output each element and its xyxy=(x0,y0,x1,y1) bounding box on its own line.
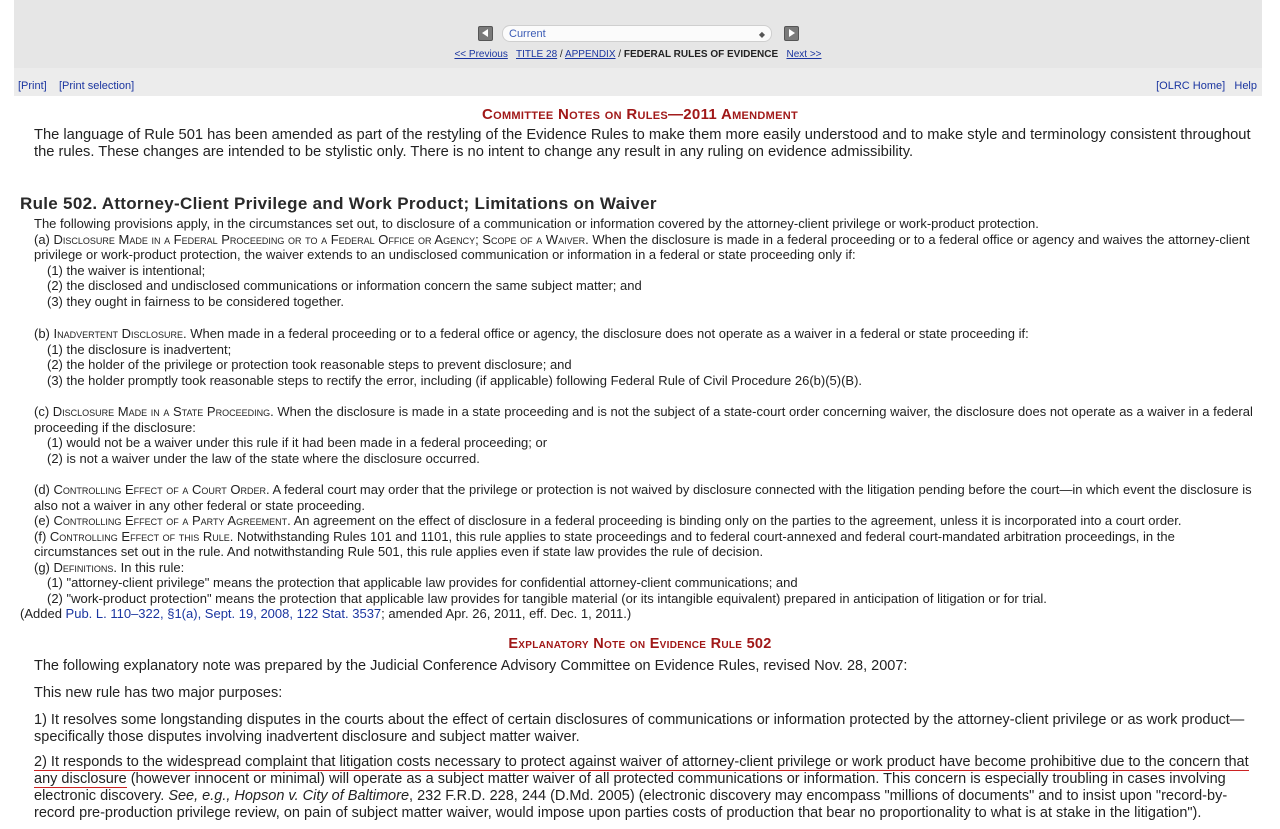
explanatory-paragraph-4 xyxy=(20,754,1260,822)
subsection-d-heading: Controlling Effect of a Court Order. xyxy=(53,482,270,497)
breadcrumb-separator: / xyxy=(618,49,622,60)
committee-note-text xyxy=(20,127,1260,161)
toolbar-left xyxy=(18,80,134,92)
subsection-d-label: (d) xyxy=(34,482,54,497)
breadcrumb-appendix-link[interactable]: APPENDIX xyxy=(564,49,616,60)
subsection-g1: (1) "attorney-client privilege" means the protection that applicable law provides for confidential attorney-client communications; and xyxy=(47,575,798,590)
subsection-a1: (1) the waiver is intentional; xyxy=(47,262,206,278)
rule-title: Rule 502. Attorney-Client Privilege and Work Product; Limitations on Waiver xyxy=(20,194,657,213)
subsection-g2: (2) "work-product protection" means the protection that applicable law provides for tangible material (or its intangible equivalent) prepared in anticipation of litigation or for trial. xyxy=(47,590,1047,606)
subsection-e xyxy=(20,513,1260,529)
subsection-b-label: (b) xyxy=(34,326,54,341)
arrow-left-icon xyxy=(482,29,488,37)
toolbar xyxy=(14,80,1262,94)
subsection-e-text: An agreement on the effect of disclosure in a federal proceeding is binding only on the parties to the agreement, unless it is incorporated into a court order. xyxy=(290,513,1182,528)
toolbar-right xyxy=(1156,80,1257,92)
rule-body-c xyxy=(20,404,1260,466)
case-citation: See, e.g., Hopson v. City of Baltimore xyxy=(168,788,410,804)
version-select[interactable] xyxy=(502,25,772,42)
version-select-value: Current xyxy=(509,28,546,40)
rule-intro: The following provisions apply, in the circumstances set out, to disclosure of a communication or information covered by the attorney-client privilege or work-product protection. xyxy=(34,216,1039,231)
subsection-e-label: (e) xyxy=(34,513,54,528)
subsection-b1: (1) the disclosure is inadvertent; xyxy=(47,341,232,357)
explanatory-paragraph-4-lead: 2) It responds to the widespread complaint that litigation costs necessary to protect against waiver of attorney-client privilege or work product have become prohibitive due to the concern that any disclosure xyxy=(34,754,1249,787)
explanatory-note-body xyxy=(20,658,1260,822)
subsection-c xyxy=(20,404,1260,435)
subsection-g-heading: Definitions. xyxy=(53,559,118,575)
explanatory-paragraph-2: This new rule has two major purposes: xyxy=(34,685,283,701)
breadcrumb-current: FEDERAL RULES OF EVIDENCE xyxy=(623,49,779,60)
next-link[interactable]: Next >> xyxy=(786,49,822,60)
explanatory-paragraph-4-body: (however innocent or minimal) will operate as a subject matter waiver of all protected communications or information. This concern is especially troubling in cases involving electronic discovery. xyxy=(34,771,1226,804)
subsection-c-text: When the disclosure is made in a state proceeding and is not the subject of a state-court order concerning waiver, the disclosure does not operate as a waiver in a federal proceeding if the disclosure: xyxy=(34,404,1253,435)
subsection-f-label: (f) xyxy=(34,528,50,544)
explanatory-paragraph-1: The following explanatory note was prepared by the Judicial Conference Advisory Committee on Evidence Rules, revised Nov. 28, 2007: xyxy=(34,658,908,674)
subsection-a-text: When the disclosure is made in a federal proceeding or to a federal office or agency and waives the attorney-client privilege or work-product protection, the waiver extends to an undisclosed communication or information in a federal or state proceeding only if: xyxy=(34,231,1250,262)
subsection-g xyxy=(20,560,1260,576)
subsection-a3: (3) they ought in fairness to be considered together. xyxy=(47,293,345,309)
subsection-a-heading: Disclosure Made in a Federal Proceeding or to a Federal Office or Agency; Scope of a Waiver. xyxy=(53,231,589,247)
rule-body-b xyxy=(20,326,1260,388)
subsection-b xyxy=(20,326,1260,342)
help-link[interactable]: Help xyxy=(1234,80,1257,92)
breadcrumb-title-link[interactable]: TITLE 28 xyxy=(516,49,558,60)
subsection-f-heading: Controlling Effect of this Rule. xyxy=(49,528,234,544)
subsection-d xyxy=(20,482,1260,513)
subsection-b2: (2) the holder of the privilege or protection took reasonable steps to prevent disclosure; and xyxy=(47,357,572,372)
subsection-g-label: (g) xyxy=(34,559,54,575)
source-credit-post: ; amended Apr. 26, 2011, eff. Dec. 1, 2011.) xyxy=(381,606,632,621)
explanatory-paragraph-4-tail: , 232 F.R.D. 228, 244 (D.Md. 2005) (electronic discovery may encompass "millions of documents" and to insist upon "record-by-record pre-production privilege review, on pain of subject matter waiver, would impose upon parties costs of production that bear no proportionality to what is at stake in the litigation"). xyxy=(34,788,1228,821)
source-credit-pre: (Added xyxy=(20,606,66,621)
print-link[interactable]: [Print] xyxy=(18,80,47,92)
subsection-a-label: (a) xyxy=(34,231,54,247)
next-version-button[interactable] xyxy=(784,26,799,41)
document-nav-bar xyxy=(14,0,1262,68)
subsection-g-text: In this rule: xyxy=(117,559,185,575)
source-citation-link[interactable]: Pub. L. 110–322, §1(a), Sept. 19, 2008, 122 Stat. 3537 xyxy=(65,606,382,621)
explanatory-note-heading: Explanatory Note on Evidence Rule 502 xyxy=(508,636,772,652)
subsection-c-label: (c) xyxy=(34,404,53,419)
committee-note-paragraph: The language of Rule 501 has been amended as part of the restyling of the Evidence Rules to make them more easily understood and to make style and terminology consistent throughout the rules. These changes are intended to be stylistic only. There is no intent to change any result in any ruling on evidence admissibility. xyxy=(34,127,1251,160)
rule-body-d-g xyxy=(20,482,1260,622)
previous-link[interactable]: << Previous xyxy=(454,49,508,60)
subsection-c-heading: Disclosure Made in a State Proceeding. xyxy=(52,404,274,419)
subsection-c1: (1) would not be a waiver under this rule if it had been made in a federal proceeding; or xyxy=(47,435,548,450)
version-nav xyxy=(14,24,1262,44)
subsection-d-text: A federal court may order that the privilege or protection is not waived by disclosure connected with the litigation pending before the court—in which event the disclosure is also not a waiver in any other federal or state proceeding. xyxy=(34,482,1252,513)
subsection-b-heading: Inadvertent Disclosure. xyxy=(53,326,187,341)
arrow-right-icon xyxy=(789,29,795,37)
subsection-f-text: Notwithstanding Rules 101 and 1101, this rule applies to state proceedings and to federal court-annexed and federal court-mandated arbitration proceedings, in the circumstances set out in the rule. And notwithstanding Rule 501, this rule applies even if state law provides the rule of decision. xyxy=(34,528,1175,559)
previous-version-button[interactable] xyxy=(478,26,493,41)
breadcrumb-separator: / xyxy=(559,49,563,60)
subsection-c2: (2) is not a waiver under the law of the state where the disclosure occurred. xyxy=(47,450,480,466)
breadcrumb xyxy=(14,49,1262,60)
source-credit xyxy=(20,606,1260,622)
document-content xyxy=(10,96,1270,829)
olrc-home-link[interactable]: [OLRC Home] xyxy=(1156,80,1226,92)
subsection-f xyxy=(20,529,1260,560)
subsection-a xyxy=(20,232,1260,263)
subsection-b3: (3) the holder promptly took reasonable steps to rectify the error, including (if applicable) following Federal Rule of Civil Procedure 26(b)(5)(B). xyxy=(47,372,863,388)
committee-note-heading: Committee Notes on Rules—2011 Amendment xyxy=(481,106,799,123)
print-selection-link[interactable]: [Print selection] xyxy=(58,80,135,92)
subsection-a2: (2) the disclosed and undisclosed communications or information concern the same subject matter; and xyxy=(47,278,642,293)
select-arrows-icon: ◆ xyxy=(758,30,765,39)
rule-body-a xyxy=(20,216,1260,309)
subsection-e-heading: Controlling Effect of a Party Agreement. xyxy=(53,513,291,528)
subsection-b-text: When made in a federal proceeding or to a federal office or agency, the disclosure does not operate as a waiver in a federal or state proceeding if: xyxy=(186,326,1029,341)
explanatory-paragraph-3: 1) It resolves some longstanding disputes in the courts about the effect of certain disclosures of communications or information protected by the attorney-client privilege or as work product— specifically those disputes involving inadvertent disclosure and subject matter waiver. xyxy=(34,712,1245,745)
